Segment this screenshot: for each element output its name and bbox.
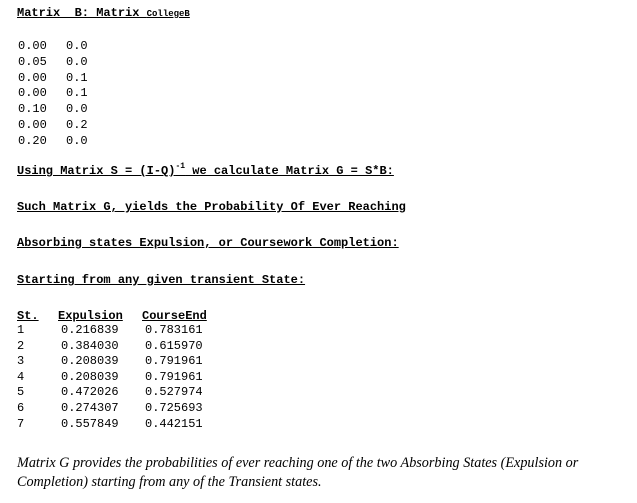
cell-state: 2 (17, 338, 25, 353)
cell-state: 4 (17, 369, 25, 384)
matrix-g-table (17, 309, 225, 432)
statement-line-3: Starting from any given transient State: (17, 273, 306, 287)
matrix-b-cell: 0.00 (18, 39, 47, 53)
cell-state: 7 (17, 416, 25, 431)
matrix-b (18, 39, 88, 150)
matrix-b-cell: 0.0 (66, 102, 88, 117)
matrix-b-cell: 0.0 (66, 54, 88, 69)
cell-expulsion: 0.384030 (61, 338, 119, 353)
table-row (17, 417, 225, 433)
matrix-b-row (18, 55, 88, 71)
formula-line (17, 162, 394, 178)
cell-courseend: 0.527974 (145, 385, 203, 400)
matrix-b-row (18, 39, 88, 55)
matrix-b-cell: 0.0 (66, 39, 88, 53)
matrix-b-cell: 0.1 (66, 70, 88, 85)
matrix-b-row (18, 134, 88, 150)
heading-sub: CollegeB (146, 9, 190, 19)
matrix-b-heading (17, 6, 190, 20)
statement-line-1: Such Matrix G, yields the Probability Of Ever Reaching (17, 200, 406, 214)
table-row (17, 354, 225, 370)
formula-before: Using Matrix S = (I-Q) (17, 164, 176, 178)
cell-state: 6 (17, 400, 25, 415)
cell-courseend: 0.791961 (145, 354, 203, 369)
matrix-b-cell: 0.10 (18, 102, 47, 117)
matrix-b-cell: 0.05 (18, 54, 47, 69)
cell-expulsion: 0.216839 (61, 323, 119, 337)
matrix-b-cell: 0.00 (18, 86, 47, 101)
cell-expulsion: 0.557849 (61, 416, 119, 431)
cell-courseend: 0.442151 (145, 416, 203, 431)
cell-state: 3 (17, 354, 25, 369)
table-row (17, 401, 225, 417)
matrix-b-cell: 0.00 (18, 117, 47, 132)
statement-line-2: Absorbing states Expulsion, or Coursework Completion: (17, 236, 399, 250)
matrix-b-row (18, 102, 88, 118)
matrix-b-row (18, 71, 88, 87)
matrix-b-cell: 0.2 (66, 117, 88, 132)
header-st: St. (17, 309, 39, 323)
cell-expulsion: 0.472026 (61, 385, 119, 400)
cell-courseend: 0.783161 (145, 323, 203, 337)
header-courseend: CourseEnd (142, 309, 207, 323)
matrix-b-cell: 0.20 (18, 133, 47, 148)
cell-state: 5 (17, 385, 25, 400)
cell-courseend: 0.791961 (145, 369, 203, 384)
formula-superscript: -1 (175, 162, 186, 171)
table-row (17, 323, 225, 339)
header-expulsion: Expulsion (58, 309, 123, 323)
caption-text: Matrix G provides the probabilities of ever reaching one of the two Absorbing States (Expulsion or Completion) starting from any of the Transient states. (17, 455, 579, 490)
matrix-b-row (18, 86, 88, 102)
matrix-b-row (18, 118, 88, 134)
formula-after: we calculate Matrix G = S*B: (185, 164, 394, 178)
heading-main: Matrix B: Matrix (17, 6, 147, 20)
cell-expulsion: 0.208039 (61, 354, 119, 369)
matrix-b-cell: 0.00 (18, 70, 47, 85)
table-header (17, 309, 225, 323)
cell-state: 1 (17, 323, 25, 337)
table-row (17, 339, 225, 355)
cell-courseend: 0.615970 (145, 338, 203, 353)
table-row (17, 385, 225, 401)
cell-expulsion: 0.274307 (61, 400, 119, 415)
matrix-b-cell: 0.0 (66, 133, 88, 148)
cell-expulsion: 0.208039 (61, 369, 119, 384)
table-row (17, 370, 225, 386)
cell-courseend: 0.725693 (145, 400, 203, 415)
matrix-b-cell: 0.1 (66, 86, 88, 101)
